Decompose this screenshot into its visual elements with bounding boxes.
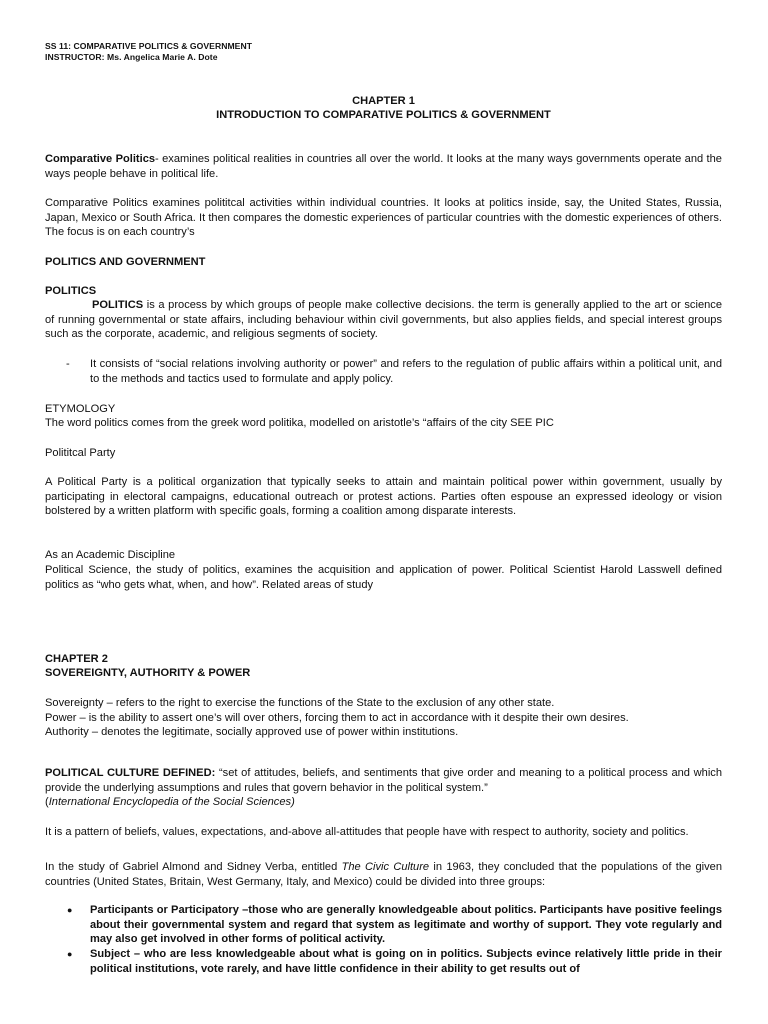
academic-discipline-text: Political Science, the study of politics, examines the acquisition and application of power. Political Scientist Harold Lasswell defined politics as “who gets what, when, and how”. Related areas of study — [45, 564, 722, 591]
instructor-line: INSTRUCTOR: Ms. Angelica Marie A. Dote — [45, 52, 218, 62]
list-item-text: It consists of “social relations involving authority or power” and refers to the regulation of public affairs within a political unit, and to the methods and tactics used to formulate and apply policy. — [90, 358, 722, 385]
etymology-text: The word politics comes from the greek word politika, modelled on aristotle’s “affairs of the city SEE PIC — [45, 417, 554, 429]
comparative-politics-paragraph: Comparative Politics examines polititcal activities within individual countries. It looks at politics inside, say, the United States, Russia, Japan, Mexico or South Africa. It then compares the domestic experiences of particular countries with the domestic experiences of others. The focus is on each country’s — [45, 197, 722, 238]
politics-government-heading: POLITICS AND GOVERNMENT — [45, 256, 206, 268]
bullet-marker: ● — [67, 905, 73, 915]
source-open: ( — [45, 796, 49, 808]
authority-definition: Authority – denotes the legitimate, socially approved use of power within institutions. — [45, 726, 459, 738]
term: POLITICS — [92, 299, 144, 311]
political-culture-definition — [45, 766, 722, 810]
course-header — [45, 41, 722, 63]
term: Comparative Politics — [45, 153, 156, 165]
civic-culture-paragraph — [45, 860, 722, 889]
term: POLITICAL CULTURE DEFINED: — [45, 767, 216, 779]
list-item-text: Participants or Participatory –those who are generally knowledgeable about politics. Participants have positive feelings about their governmental system and regard that system as legitimate and worthy of support. They vote regularly and may also get involved in other forms of political activity. — [90, 904, 722, 945]
politics-definition — [45, 298, 722, 342]
pattern-paragraph: It is a pattern of beliefs, values, expectations, and-above all-attitudes that people have with respect to authority, society and politics. — [45, 826, 689, 838]
text: In the study of Gabriel Almond and Sidney Verba, entitled — [45, 861, 342, 873]
political-party-text: A Political Party is a political organization that typically seeks to attain and maintain political power within government, usually by participating in electoral campaigns, educational outreach or protest actions. Parties often espouse an expressed ideology or vision bolstered by a written platform with specific goals, forming a coalition among disparate interests. — [45, 476, 722, 517]
text: in 1963, they concluded that the populations of the given countries (United States, Britain, West Germany, Italy, and Mexico) could be divided into three groups: — [45, 861, 722, 888]
academic-discipline-heading: As an Academic Discipline — [45, 549, 176, 561]
book-title: The Civic Culture — [341, 861, 430, 873]
comparative-politics-definition — [45, 152, 722, 181]
etymology-heading: ETYMOLOGY — [45, 403, 116, 415]
chapter-2-title: SOVEREIGNTY, AUTHORITY & POWER — [45, 667, 251, 679]
course-title: SS 11: COMPARATIVE POLITICS & GOVERNMENT — [45, 41, 252, 51]
chapter-1-label: CHAPTER 1 — [352, 95, 415, 107]
quote: “set of attitudes, beliefs, and sentiments that give order and meaning to a political process and which provide the underlying assumptions and rules that govern behavior in the political system.” — [45, 767, 723, 794]
dash-marker: - — [66, 358, 70, 370]
sovereignty-definition: Sovereignty – refers to the right to exercise the functions of the State to the exclusion of any other state. — [45, 697, 555, 709]
definition: is a process by which groups of people make collective decisions. the term is generally applied to the art or science of running governmental or state affairs, including behaviour within civil governments, but also applies fields, and special interest groups such as the corporate, academic, and religious segments of society. — [45, 299, 722, 340]
chapter-2-label: CHAPTER 2 — [45, 653, 108, 665]
source: International Encyclopedia of the Social Sciences) — [48, 796, 295, 808]
list-item-text: Subject – who are less knowledgeable about what is going on in politics. Subjects evince relatively little pride in their political institutions, vote rarely, and have little confidence in their ability to get results out of — [90, 948, 722, 975]
chapter-1-title: INTRODUCTION TO COMPARATIVE POLITICS & GOVERNMENT — [216, 109, 551, 121]
political-party-heading: Polititcal Party — [45, 447, 116, 459]
politics-heading: POLITICS — [45, 285, 97, 297]
definition: - examines political realities in countries all over the world. It looks at the many ways governments operate and the ways people behave in political life. — [45, 153, 722, 180]
power-definition: Power – is the ability to assert one’s will over others, forcing them to act in accordance with it despite their own desires. — [45, 712, 629, 724]
bullet-marker: ● — [67, 949, 73, 959]
